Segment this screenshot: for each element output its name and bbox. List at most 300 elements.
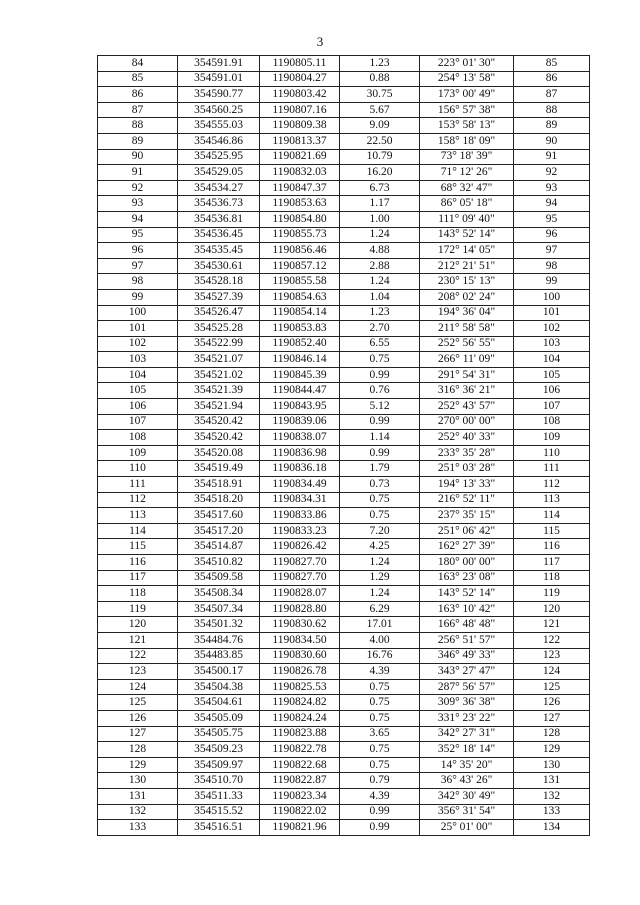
y-coordinate-cell: 1190834.49 bbox=[260, 477, 340, 493]
table-row bbox=[98, 336, 590, 352]
next-point-cell: 107 bbox=[514, 399, 590, 415]
point-number-cell: 94 bbox=[98, 211, 178, 227]
next-point-cell: 132 bbox=[514, 788, 590, 804]
point-number-cell: 112 bbox=[98, 492, 178, 508]
point-number-cell: 106 bbox=[98, 399, 178, 415]
table-row bbox=[98, 477, 590, 493]
next-point-cell: 120 bbox=[514, 601, 590, 617]
y-coordinate-cell: 1190824.24 bbox=[260, 710, 340, 726]
point-number-cell: 114 bbox=[98, 523, 178, 539]
bearing-cell: 143° 52' 14" bbox=[420, 586, 514, 602]
next-point-cell: 95 bbox=[514, 211, 590, 227]
bearing-cell: 230° 15' 13" bbox=[420, 274, 514, 290]
y-coordinate-cell: 1190836.98 bbox=[260, 445, 340, 461]
bearing-cell: 180° 00' 00" bbox=[420, 555, 514, 571]
y-coordinate-cell: 1190807.16 bbox=[260, 102, 340, 118]
x-coordinate-cell: 354534.27 bbox=[178, 180, 260, 196]
bearing-cell: 212° 21' 51" bbox=[420, 258, 514, 274]
y-coordinate-cell: 1190827.70 bbox=[260, 570, 340, 586]
y-coordinate-cell: 1190830.60 bbox=[260, 648, 340, 664]
next-point-cell: 86 bbox=[514, 71, 590, 87]
table-row bbox=[98, 165, 590, 181]
x-coordinate-cell: 354507.34 bbox=[178, 601, 260, 617]
point-number-cell: 120 bbox=[98, 617, 178, 633]
table-row bbox=[98, 570, 590, 586]
table-row bbox=[98, 586, 590, 602]
table-row bbox=[98, 414, 590, 430]
point-number-cell: 116 bbox=[98, 555, 178, 571]
bearing-cell: 172° 14' 05" bbox=[420, 243, 514, 259]
x-coordinate-cell: 354520.42 bbox=[178, 430, 260, 446]
distance-cell: 1.14 bbox=[340, 430, 420, 446]
next-point-cell: 119 bbox=[514, 586, 590, 602]
y-coordinate-cell: 1190827.70 bbox=[260, 555, 340, 571]
distance-cell: 4.25 bbox=[340, 539, 420, 555]
table-row bbox=[98, 196, 590, 212]
table-row bbox=[98, 710, 590, 726]
y-coordinate-cell: 1190856.46 bbox=[260, 243, 340, 259]
bearing-cell: 73° 18' 39" bbox=[420, 149, 514, 165]
point-number-cell: 92 bbox=[98, 180, 178, 196]
bearing-cell: 251° 03' 28" bbox=[420, 461, 514, 477]
next-point-cell: 125 bbox=[514, 679, 590, 695]
point-number-cell: 101 bbox=[98, 321, 178, 337]
next-point-cell: 110 bbox=[514, 445, 590, 461]
distance-cell: 0.99 bbox=[340, 414, 420, 430]
point-number-cell: 126 bbox=[98, 710, 178, 726]
table-row bbox=[98, 71, 590, 87]
point-number-cell: 103 bbox=[98, 352, 178, 368]
bearing-cell: 252° 43' 57" bbox=[420, 399, 514, 415]
table-row bbox=[98, 180, 590, 196]
y-coordinate-cell: 1190857.12 bbox=[260, 258, 340, 274]
x-coordinate-cell: 354521.94 bbox=[178, 399, 260, 415]
distance-cell: 2.70 bbox=[340, 321, 420, 337]
distance-cell: 1.17 bbox=[340, 196, 420, 212]
x-coordinate-cell: 354522.99 bbox=[178, 336, 260, 352]
next-point-cell: 121 bbox=[514, 617, 590, 633]
next-point-cell: 88 bbox=[514, 102, 590, 118]
next-point-cell: 98 bbox=[514, 258, 590, 274]
point-number-cell: 128 bbox=[98, 742, 178, 758]
y-coordinate-cell: 1190821.96 bbox=[260, 820, 340, 836]
table-row bbox=[98, 352, 590, 368]
distance-cell: 0.75 bbox=[340, 492, 420, 508]
bearing-cell: 14° 35' 20" bbox=[420, 757, 514, 773]
bearing-cell: 316° 36' 21" bbox=[420, 383, 514, 399]
distance-cell: 1.24 bbox=[340, 227, 420, 243]
y-coordinate-cell: 1190855.58 bbox=[260, 274, 340, 290]
point-number-cell: 123 bbox=[98, 664, 178, 680]
distance-cell: 4.00 bbox=[340, 632, 420, 648]
bearing-cell: 86° 05' 18" bbox=[420, 196, 514, 212]
bearing-cell: 163° 10' 42" bbox=[420, 601, 514, 617]
distance-cell: 4.88 bbox=[340, 243, 420, 259]
x-coordinate-cell: 354527.39 bbox=[178, 289, 260, 305]
x-coordinate-cell: 354560.25 bbox=[178, 102, 260, 118]
point-number-cell: 107 bbox=[98, 414, 178, 430]
distance-cell: 2.88 bbox=[340, 258, 420, 274]
table-row bbox=[98, 820, 590, 836]
coordinates-table-body bbox=[98, 56, 590, 836]
point-number-cell: 127 bbox=[98, 726, 178, 742]
bearing-cell: 309° 36' 38" bbox=[420, 695, 514, 711]
distance-cell: 0.75 bbox=[340, 710, 420, 726]
distance-cell: 1.24 bbox=[340, 555, 420, 571]
x-coordinate-cell: 354519.49 bbox=[178, 461, 260, 477]
next-point-cell: 130 bbox=[514, 757, 590, 773]
point-number-cell: 86 bbox=[98, 87, 178, 103]
coordinates-table bbox=[97, 55, 590, 836]
x-coordinate-cell: 354536.45 bbox=[178, 227, 260, 243]
bearing-cell: 256° 51' 57" bbox=[420, 632, 514, 648]
next-point-cell: 87 bbox=[514, 87, 590, 103]
distance-cell: 0.73 bbox=[340, 477, 420, 493]
table-row bbox=[98, 492, 590, 508]
x-coordinate-cell: 354510.70 bbox=[178, 773, 260, 789]
point-number-cell: 97 bbox=[98, 258, 178, 274]
y-coordinate-cell: 1190822.87 bbox=[260, 773, 340, 789]
point-number-cell: 129 bbox=[98, 757, 178, 773]
y-coordinate-cell: 1190822.68 bbox=[260, 757, 340, 773]
bearing-cell: 143° 52' 14" bbox=[420, 227, 514, 243]
y-coordinate-cell: 1190813.37 bbox=[260, 133, 340, 149]
point-number-cell: 84 bbox=[98, 56, 178, 72]
table-row bbox=[98, 788, 590, 804]
x-coordinate-cell: 354521.39 bbox=[178, 383, 260, 399]
bearing-cell: 270° 00' 00" bbox=[420, 414, 514, 430]
bearing-cell: 68° 32' 47" bbox=[420, 180, 514, 196]
y-coordinate-cell: 1190855.73 bbox=[260, 227, 340, 243]
next-point-cell: 111 bbox=[514, 461, 590, 477]
distance-cell: 0.75 bbox=[340, 695, 420, 711]
x-coordinate-cell: 354521.02 bbox=[178, 367, 260, 383]
next-point-cell: 90 bbox=[514, 133, 590, 149]
x-coordinate-cell: 354483.85 bbox=[178, 648, 260, 664]
point-number-cell: 93 bbox=[98, 196, 178, 212]
point-number-cell: 100 bbox=[98, 305, 178, 321]
next-point-cell: 134 bbox=[514, 820, 590, 836]
bearing-cell: 216° 52' 11" bbox=[420, 492, 514, 508]
point-number-cell: 99 bbox=[98, 289, 178, 305]
next-point-cell: 124 bbox=[514, 664, 590, 680]
distance-cell: 3.65 bbox=[340, 726, 420, 742]
x-coordinate-cell: 354555.03 bbox=[178, 118, 260, 134]
point-number-cell: 88 bbox=[98, 118, 178, 134]
distance-cell: 10.79 bbox=[340, 149, 420, 165]
next-point-cell: 106 bbox=[514, 383, 590, 399]
distance-cell: 0.75 bbox=[340, 757, 420, 773]
point-number-cell: 109 bbox=[98, 445, 178, 461]
table-row bbox=[98, 399, 590, 415]
distance-cell: 1.23 bbox=[340, 56, 420, 72]
x-coordinate-cell: 354536.73 bbox=[178, 196, 260, 212]
x-coordinate-cell: 354528.18 bbox=[178, 274, 260, 290]
point-number-cell: 95 bbox=[98, 227, 178, 243]
distance-cell: 6.73 bbox=[340, 180, 420, 196]
distance-cell: 0.99 bbox=[340, 804, 420, 820]
x-coordinate-cell: 354525.95 bbox=[178, 149, 260, 165]
distance-cell: 1.29 bbox=[340, 570, 420, 586]
point-number-cell: 98 bbox=[98, 274, 178, 290]
bearing-cell: 252° 56' 55" bbox=[420, 336, 514, 352]
distance-cell: 0.76 bbox=[340, 383, 420, 399]
point-number-cell: 85 bbox=[98, 71, 178, 87]
bearing-cell: 156° 57' 38" bbox=[420, 102, 514, 118]
table-row bbox=[98, 305, 590, 321]
table-row bbox=[98, 508, 590, 524]
table-row bbox=[98, 726, 590, 742]
bearing-cell: 266° 11' 09" bbox=[420, 352, 514, 368]
distance-cell: 0.75 bbox=[340, 742, 420, 758]
x-coordinate-cell: 354505.09 bbox=[178, 710, 260, 726]
y-coordinate-cell: 1190834.31 bbox=[260, 492, 340, 508]
point-number-cell: 89 bbox=[98, 133, 178, 149]
point-number-cell: 118 bbox=[98, 586, 178, 602]
distance-cell: 0.79 bbox=[340, 773, 420, 789]
y-coordinate-cell: 1190821.69 bbox=[260, 149, 340, 165]
y-coordinate-cell: 1190833.86 bbox=[260, 508, 340, 524]
y-coordinate-cell: 1190852.40 bbox=[260, 336, 340, 352]
x-coordinate-cell: 354546.86 bbox=[178, 133, 260, 149]
x-coordinate-cell: 354520.08 bbox=[178, 445, 260, 461]
point-number-cell: 102 bbox=[98, 336, 178, 352]
next-point-cell: 89 bbox=[514, 118, 590, 134]
y-coordinate-cell: 1190804.27 bbox=[260, 71, 340, 87]
next-point-cell: 92 bbox=[514, 165, 590, 181]
point-number-cell: 113 bbox=[98, 508, 178, 524]
y-coordinate-cell: 1190805.11 bbox=[260, 56, 340, 72]
point-number-cell: 132 bbox=[98, 804, 178, 820]
next-point-cell: 113 bbox=[514, 492, 590, 508]
distance-cell: 0.75 bbox=[340, 679, 420, 695]
distance-cell: 0.75 bbox=[340, 508, 420, 524]
y-coordinate-cell: 1190854.80 bbox=[260, 211, 340, 227]
y-coordinate-cell: 1190833.23 bbox=[260, 523, 340, 539]
point-number-cell: 121 bbox=[98, 632, 178, 648]
distance-cell: 1.04 bbox=[340, 289, 420, 305]
next-point-cell: 115 bbox=[514, 523, 590, 539]
bearing-cell: 251° 06' 42" bbox=[420, 523, 514, 539]
bearing-cell: 342° 27' 31" bbox=[420, 726, 514, 742]
bearing-cell: 208° 02' 24" bbox=[420, 289, 514, 305]
table-row bbox=[98, 773, 590, 789]
x-coordinate-cell: 354518.91 bbox=[178, 477, 260, 493]
y-coordinate-cell: 1190823.88 bbox=[260, 726, 340, 742]
bearing-cell: 233° 35' 28" bbox=[420, 445, 514, 461]
x-coordinate-cell: 354484.76 bbox=[178, 632, 260, 648]
bearing-cell: 342° 30' 49" bbox=[420, 788, 514, 804]
point-number-cell: 131 bbox=[98, 788, 178, 804]
bearing-cell: 343° 27' 47" bbox=[420, 664, 514, 680]
bearing-cell: 331° 23' 22" bbox=[420, 710, 514, 726]
distance-cell: 4.39 bbox=[340, 664, 420, 680]
bearing-cell: 158° 18' 09" bbox=[420, 133, 514, 149]
x-coordinate-cell: 354529.05 bbox=[178, 165, 260, 181]
bearing-cell: 153° 58' 13" bbox=[420, 118, 514, 134]
y-coordinate-cell: 1190853.63 bbox=[260, 196, 340, 212]
distance-cell: 17.01 bbox=[340, 617, 420, 633]
table-row bbox=[98, 804, 590, 820]
point-number-cell: 104 bbox=[98, 367, 178, 383]
next-point-cell: 112 bbox=[514, 477, 590, 493]
next-point-cell: 105 bbox=[514, 367, 590, 383]
table-row bbox=[98, 87, 590, 103]
y-coordinate-cell: 1190823.34 bbox=[260, 788, 340, 804]
x-coordinate-cell: 354520.42 bbox=[178, 414, 260, 430]
table-row bbox=[98, 742, 590, 758]
y-coordinate-cell: 1190803.42 bbox=[260, 87, 340, 103]
next-point-cell: 129 bbox=[514, 742, 590, 758]
x-coordinate-cell: 354525.28 bbox=[178, 321, 260, 337]
x-coordinate-cell: 354536.81 bbox=[178, 211, 260, 227]
x-coordinate-cell: 354518.20 bbox=[178, 492, 260, 508]
bearing-cell: 71° 12' 26" bbox=[420, 165, 514, 181]
table-row bbox=[98, 601, 590, 617]
y-coordinate-cell: 1190809.38 bbox=[260, 118, 340, 134]
x-coordinate-cell: 354514.87 bbox=[178, 539, 260, 555]
next-point-cell: 93 bbox=[514, 180, 590, 196]
distance-cell: 0.99 bbox=[340, 820, 420, 836]
table-row bbox=[98, 56, 590, 72]
next-point-cell: 118 bbox=[514, 570, 590, 586]
next-point-cell: 94 bbox=[514, 196, 590, 212]
table-row bbox=[98, 461, 590, 477]
x-coordinate-cell: 354504.61 bbox=[178, 695, 260, 711]
point-number-cell: 119 bbox=[98, 601, 178, 617]
table-row bbox=[98, 757, 590, 773]
distance-cell: 1.24 bbox=[340, 274, 420, 290]
x-coordinate-cell: 354517.60 bbox=[178, 508, 260, 524]
next-point-cell: 104 bbox=[514, 352, 590, 368]
y-coordinate-cell: 1190825.53 bbox=[260, 679, 340, 695]
table-row bbox=[98, 118, 590, 134]
bearing-cell: 36° 43' 26" bbox=[420, 773, 514, 789]
point-number-cell: 91 bbox=[98, 165, 178, 181]
x-coordinate-cell: 354591.91 bbox=[178, 56, 260, 72]
point-number-cell: 87 bbox=[98, 102, 178, 118]
next-point-cell: 103 bbox=[514, 336, 590, 352]
table-row bbox=[98, 243, 590, 259]
y-coordinate-cell: 1190838.07 bbox=[260, 430, 340, 446]
point-number-cell: 125 bbox=[98, 695, 178, 711]
y-coordinate-cell: 1190826.42 bbox=[260, 539, 340, 555]
y-coordinate-cell: 1190834.50 bbox=[260, 632, 340, 648]
distance-cell: 6.29 bbox=[340, 601, 420, 617]
table-row bbox=[98, 664, 590, 680]
next-point-cell: 123 bbox=[514, 648, 590, 664]
bearing-cell: 162° 27' 39" bbox=[420, 539, 514, 555]
x-coordinate-cell: 354591.01 bbox=[178, 71, 260, 87]
x-coordinate-cell: 354504.38 bbox=[178, 679, 260, 695]
table-row bbox=[98, 133, 590, 149]
next-point-cell: 117 bbox=[514, 555, 590, 571]
table-row bbox=[98, 149, 590, 165]
next-point-cell: 91 bbox=[514, 149, 590, 165]
table-row bbox=[98, 321, 590, 337]
table-row bbox=[98, 695, 590, 711]
table-row bbox=[98, 632, 590, 648]
distance-cell: 30.75 bbox=[340, 87, 420, 103]
bearing-cell: 194° 36' 04" bbox=[420, 305, 514, 321]
distance-cell: 16.76 bbox=[340, 648, 420, 664]
point-number-cell: 115 bbox=[98, 539, 178, 555]
next-point-cell: 126 bbox=[514, 695, 590, 711]
distance-cell: 0.75 bbox=[340, 352, 420, 368]
x-coordinate-cell: 354505.75 bbox=[178, 726, 260, 742]
next-point-cell: 127 bbox=[514, 710, 590, 726]
table-row bbox=[98, 539, 590, 555]
bearing-cell: 352° 18' 14" bbox=[420, 742, 514, 758]
y-coordinate-cell: 1190822.02 bbox=[260, 804, 340, 820]
y-coordinate-cell: 1190843.95 bbox=[260, 399, 340, 415]
point-number-cell: 122 bbox=[98, 648, 178, 664]
point-number-cell: 117 bbox=[98, 570, 178, 586]
table-row bbox=[98, 648, 590, 664]
x-coordinate-cell: 354500.17 bbox=[178, 664, 260, 680]
bearing-cell: 173° 00' 49" bbox=[420, 87, 514, 103]
x-coordinate-cell: 354509.23 bbox=[178, 742, 260, 758]
bearing-cell: 237° 35' 15" bbox=[420, 508, 514, 524]
table-row bbox=[98, 383, 590, 399]
bearing-cell: 223° 01' 30" bbox=[420, 56, 514, 72]
next-point-cell: 101 bbox=[514, 305, 590, 321]
next-point-cell: 133 bbox=[514, 804, 590, 820]
point-number-cell: 108 bbox=[98, 430, 178, 446]
next-point-cell: 96 bbox=[514, 227, 590, 243]
bearing-cell: 194° 13' 33" bbox=[420, 477, 514, 493]
bearing-cell: 254° 13' 58" bbox=[420, 71, 514, 87]
next-point-cell: 99 bbox=[514, 274, 590, 290]
x-coordinate-cell: 354515.52 bbox=[178, 804, 260, 820]
bearing-cell: 211° 58' 58" bbox=[420, 321, 514, 337]
next-point-cell: 109 bbox=[514, 430, 590, 446]
bearing-cell: 166° 48' 48" bbox=[420, 617, 514, 633]
distance-cell: 22.50 bbox=[340, 133, 420, 149]
x-coordinate-cell: 354530.61 bbox=[178, 258, 260, 274]
distance-cell: 0.99 bbox=[340, 445, 420, 461]
x-coordinate-cell: 354510.82 bbox=[178, 555, 260, 571]
distance-cell: 9.09 bbox=[340, 118, 420, 134]
table-row bbox=[98, 211, 590, 227]
table-row bbox=[98, 679, 590, 695]
distance-cell: 0.99 bbox=[340, 367, 420, 383]
y-coordinate-cell: 1190826.78 bbox=[260, 664, 340, 680]
y-coordinate-cell: 1190839.06 bbox=[260, 414, 340, 430]
y-coordinate-cell: 1190836.18 bbox=[260, 461, 340, 477]
bearing-cell: 111° 09' 40" bbox=[420, 211, 514, 227]
next-point-cell: 122 bbox=[514, 632, 590, 648]
x-coordinate-cell: 354511.33 bbox=[178, 788, 260, 804]
distance-cell: 7.20 bbox=[340, 523, 420, 539]
y-coordinate-cell: 1190847.37 bbox=[260, 180, 340, 196]
table-row bbox=[98, 258, 590, 274]
bearing-cell: 25° 01' 00" bbox=[420, 820, 514, 836]
table-row bbox=[98, 289, 590, 305]
distance-cell: 5.67 bbox=[340, 102, 420, 118]
next-point-cell: 114 bbox=[514, 508, 590, 524]
table-row bbox=[98, 445, 590, 461]
next-point-cell: 108 bbox=[514, 414, 590, 430]
distance-cell: 0.88 bbox=[340, 71, 420, 87]
y-coordinate-cell: 1190854.63 bbox=[260, 289, 340, 305]
point-number-cell: 133 bbox=[98, 820, 178, 836]
point-number-cell: 96 bbox=[98, 243, 178, 259]
y-coordinate-cell: 1190846.14 bbox=[260, 352, 340, 368]
y-coordinate-cell: 1190845.39 bbox=[260, 367, 340, 383]
x-coordinate-cell: 354517.20 bbox=[178, 523, 260, 539]
table-row bbox=[98, 617, 590, 633]
